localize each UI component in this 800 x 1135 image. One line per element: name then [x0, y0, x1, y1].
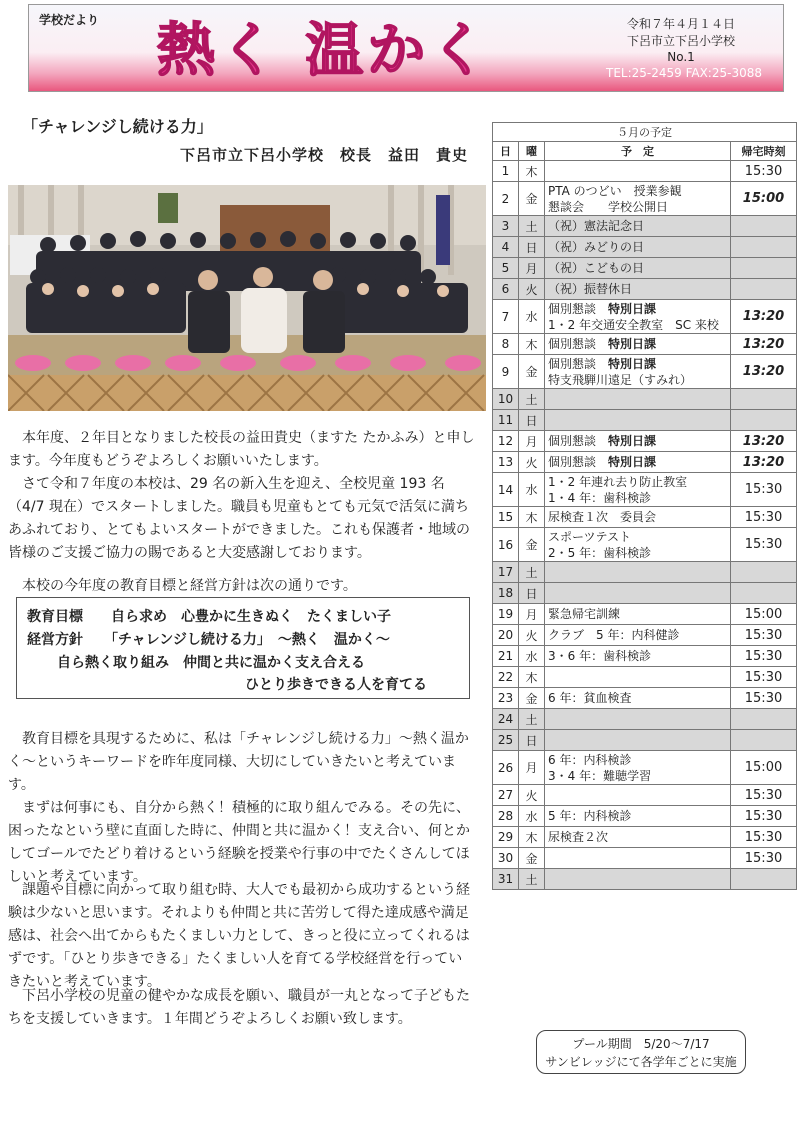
schedule-row	[493, 410, 797, 431]
weekday-cell: 月	[519, 604, 545, 625]
event-cell	[545, 389, 731, 410]
return-time-cell: 15:30	[731, 848, 797, 869]
event-cell	[545, 625, 731, 646]
return-time-cell: 15:30	[731, 667, 797, 688]
schedule-row	[493, 507, 797, 528]
event-line: （祝）振替休日	[548, 282, 633, 296]
management-policy: 経営方針 「チャレンジし続ける力」 ～熱く 温かく～	[27, 632, 390, 648]
day-cell: 4	[493, 237, 519, 258]
event-cell	[545, 507, 731, 528]
weekday-cell: 金	[519, 848, 545, 869]
day-cell: 12	[493, 431, 519, 452]
return-time-cell	[731, 869, 797, 890]
event-cell	[545, 300, 731, 334]
schedule-row	[493, 334, 797, 355]
schedule-row	[493, 452, 797, 473]
weekday-cell: 土	[519, 709, 545, 730]
event-line: 個別懇談 特別日課	[548, 301, 657, 316]
weekday-cell: 火	[519, 625, 545, 646]
weekday-cell: 木	[519, 161, 545, 182]
paragraph-intro: 本年度、２年目となりました校長の益田貴史（ますた たかふみ）と申します。今年度もどうぞよろしくお願いいたします。	[8, 430, 475, 469]
return-time-cell	[731, 216, 797, 237]
schedule-row	[493, 389, 797, 410]
day-cell: 2	[493, 182, 519, 216]
policy-line-4: ひとり歩きできる人を育てる	[245, 677, 427, 693]
return-time-cell: 13:20	[731, 431, 797, 452]
special-schedule-label: 特別日課	[608, 301, 657, 316]
event-line-2: 2・5 年：歯科検診	[548, 545, 652, 560]
schedule-row	[493, 869, 797, 890]
weekday-cell: 木	[519, 827, 545, 848]
weekday-cell: 木	[519, 667, 545, 688]
event-cell	[545, 355, 731, 389]
event-cell	[545, 604, 731, 625]
schedule-row	[493, 431, 797, 452]
schedule-row	[493, 751, 797, 785]
schedule-row	[493, 161, 797, 182]
schedule-row	[493, 258, 797, 279]
day-cell: 6	[493, 279, 519, 300]
event-line: クラブ 5 年：内科健診	[548, 628, 680, 642]
return-time-cell: 15:00	[731, 751, 797, 785]
event-line: 尿検査２次	[548, 830, 609, 844]
schedule-row	[493, 667, 797, 688]
schedule-row	[493, 848, 797, 869]
schedule-row	[493, 827, 797, 848]
weekday-cell: 月	[519, 751, 545, 785]
event-cell	[545, 334, 731, 355]
return-time-cell	[731, 562, 797, 583]
return-time-cell: 13:20	[731, 452, 797, 473]
weekday-cell: 金	[519, 688, 545, 709]
event-cell	[545, 473, 731, 507]
day-cell: 15	[493, 507, 519, 528]
event-cell	[545, 785, 731, 806]
return-time-cell: 15:00	[731, 604, 797, 625]
weekday-cell: 月	[519, 431, 545, 452]
weekday-cell: 水	[519, 473, 545, 507]
event-cell	[545, 410, 731, 431]
event-cell	[545, 237, 731, 258]
paragraph-challenge: まずは何事にも、自分から熱く！積極的に取り組んでみる。その先に、困ったなという壁に直面した時に、仲間と共に温かく！支え合い、何とかしてゴールでたどり着けるという経験を授業や行事の中でたくさんしてほしいと考えています。	[8, 800, 470, 885]
day-cell: 10	[493, 389, 519, 410]
event-cell	[545, 528, 731, 562]
schedule-row	[493, 583, 797, 604]
day-cell: 11	[493, 410, 519, 431]
weekday-cell: 土	[519, 389, 545, 410]
header-event: 予 定	[545, 142, 731, 161]
schedule-row	[493, 646, 797, 667]
day-cell: 27	[493, 785, 519, 806]
event-line-2: 1・4 年：歯科検診	[548, 490, 652, 505]
event-cell	[545, 182, 731, 216]
may-schedule	[492, 122, 796, 890]
weekday-cell: 月	[519, 258, 545, 279]
schedule-row	[493, 562, 797, 583]
event-cell	[545, 646, 731, 667]
schedule-row	[493, 709, 797, 730]
return-time-cell	[731, 730, 797, 751]
paragraph-enrollment: さて令和７年度の本校は、29 名の新入生を迎え、全校児童 193 名（4/7 現在）でスタートしました。職員も児童もとても元気で活気に満ちあふれており、とてもよいスタートができました。これも保護者・地域の皆様のご支援ご協力の賜であると大変感謝しております。	[8, 476, 470, 561]
schedule-row	[493, 182, 797, 216]
event-line: （祝）憲法記念日	[548, 219, 645, 233]
weekday-cell: 土	[519, 562, 545, 583]
day-cell: 24	[493, 709, 519, 730]
goals-box	[16, 597, 470, 699]
return-time-cell: 13:20	[731, 300, 797, 334]
schedule-row	[493, 625, 797, 646]
day-cell: 29	[493, 827, 519, 848]
group-photo	[8, 185, 486, 411]
pool-location: サンビレッジにて各学年ごとに実施	[545, 1055, 737, 1069]
schedule-row	[493, 237, 797, 258]
return-time-cell: 15:30	[731, 161, 797, 182]
event-cell	[545, 688, 731, 709]
day-cell: 7	[493, 300, 519, 334]
special-schedule-label: 特別日課	[608, 337, 657, 351]
schedule-row	[493, 216, 797, 237]
event-line: 3・6 年：歯科検診	[548, 649, 652, 663]
weekday-cell: 火	[519, 452, 545, 473]
pool-period: プール期間 5/20～7/17	[572, 1037, 710, 1051]
event-line: （祝）こどもの日	[548, 261, 645, 275]
paragraph-keyword: 教育目標を具現するために、私は「チャレンジし続ける力」～熱く温かく～というキーワードを昨年度同様、大切にしていきたいと考えています。	[8, 731, 469, 793]
weekday-cell: 金	[519, 182, 545, 216]
weekday-cell: 木	[519, 334, 545, 355]
event-line: 5 年：内科検診	[548, 809, 632, 823]
event-line-2: 懇談会 学校公開日	[548, 199, 669, 214]
day-cell: 1	[493, 161, 519, 182]
day-cell: 16	[493, 528, 519, 562]
return-time-cell: 13:20	[731, 334, 797, 355]
weekday-cell: 土	[519, 869, 545, 890]
return-time-cell	[731, 709, 797, 730]
policy-line-3: 自ら熱く取り組み 仲間と共に温かく支え合える	[57, 655, 365, 671]
issue-number: No.1	[667, 50, 695, 64]
schedule-row	[493, 785, 797, 806]
return-time-cell: 15:30	[731, 528, 797, 562]
day-cell: 22	[493, 667, 519, 688]
event-cell	[545, 751, 731, 785]
day-cell: 19	[493, 604, 519, 625]
article-byline: 下呂市立下呂小学校 校長 益田 貴史	[180, 146, 469, 164]
weekday-cell: 水	[519, 300, 545, 334]
schedule-row	[493, 806, 797, 827]
day-cell: 14	[493, 473, 519, 507]
event-line: 個別懇談 特別日課	[548, 434, 657, 448]
weekday-cell: 火	[519, 785, 545, 806]
return-time-cell: 15:30	[731, 806, 797, 827]
special-schedule-label: 特別日課	[608, 455, 657, 469]
schedule-row	[493, 279, 797, 300]
article-title: 「チャレンジし続ける力」	[22, 117, 213, 136]
event-line-2: 特支飛騨川遠足（すみれ）	[548, 372, 693, 387]
day-cell: 30	[493, 848, 519, 869]
return-time-cell	[731, 410, 797, 431]
event-cell	[545, 806, 731, 827]
weekday-cell: 水	[519, 806, 545, 827]
day-cell: 18	[493, 583, 519, 604]
weekday-cell: 日	[519, 730, 545, 751]
day-cell: 25	[493, 730, 519, 751]
issue-date: 令和７年４月１４日	[626, 17, 735, 31]
paragraph-closing: 下呂小学校の児童の健やかな成長を願い、職員が一丸となって子どもたちを支援していきます。１年間どうぞよろしくお願い致します。	[8, 988, 470, 1027]
day-cell: 31	[493, 869, 519, 890]
event-cell	[545, 161, 731, 182]
return-time-cell	[731, 583, 797, 604]
return-time-cell: 15:30	[731, 625, 797, 646]
school-name: 下呂市立下呂小学校	[626, 34, 735, 48]
return-time-cell: 15:30	[731, 646, 797, 667]
return-time-cell	[731, 258, 797, 279]
return-time-cell: 13:20	[731, 355, 797, 389]
weekday-cell: 日	[519, 237, 545, 258]
day-cell: 23	[493, 688, 519, 709]
day-cell: 13	[493, 452, 519, 473]
event-line: PTA のつどい 授業参観	[548, 183, 682, 198]
event-cell	[545, 258, 731, 279]
day-cell: 21	[493, 646, 519, 667]
event-line: スポーツテスト	[548, 529, 632, 544]
weekday-cell: 水	[519, 646, 545, 667]
event-line: 個別懇談 特別日課	[548, 356, 657, 371]
day-cell: 28	[493, 806, 519, 827]
weekday-cell: 火	[519, 279, 545, 300]
main-title: 熱く 温かく	[157, 16, 492, 84]
weekday-cell: 金	[519, 355, 545, 389]
event-cell	[545, 709, 731, 730]
return-time-cell: 15:30	[731, 785, 797, 806]
event-cell	[545, 562, 731, 583]
special-schedule-label: 特別日課	[608, 434, 657, 448]
event-cell	[545, 431, 731, 452]
event-cell	[545, 279, 731, 300]
event-line-2: 1・2 年交通安全教室 SC 来校	[548, 317, 719, 332]
event-line: 6 年：貧血検査	[548, 691, 632, 705]
return-time-cell: 15:30	[731, 473, 797, 507]
event-cell	[545, 583, 731, 604]
special-schedule-label: 特別日課	[608, 356, 657, 371]
return-time-cell: 15:30	[731, 827, 797, 848]
day-cell: 20	[493, 625, 519, 646]
return-time-cell: 15:00	[731, 182, 797, 216]
event-cell	[545, 730, 731, 751]
weekday-cell: 金	[519, 528, 545, 562]
schedule-title: ５月の予定	[493, 123, 797, 142]
day-cell: 5	[493, 258, 519, 279]
event-line: 緊急帰宅訓練	[548, 607, 621, 621]
event-line: 個別懇談 特別日課	[548, 337, 657, 351]
schedule-row	[493, 528, 797, 562]
schedule-row	[493, 355, 797, 389]
event-line: 個別懇談 特別日課	[548, 455, 657, 469]
return-time-cell: 15:30	[731, 688, 797, 709]
schedule-row	[493, 604, 797, 625]
weekday-cell: 日	[519, 583, 545, 604]
schedule-table	[492, 122, 797, 890]
event-line-2: 3・4 年：難聴学習	[548, 768, 652, 783]
contact-info: TEL:25-2459 FAX:25-3088	[605, 66, 762, 80]
event-cell	[545, 827, 731, 848]
header-weekday: 曜	[519, 142, 545, 161]
newsletter-header	[28, 4, 784, 92]
return-time-cell: 15:30	[731, 507, 797, 528]
event-cell	[545, 848, 731, 869]
header-day: 日	[493, 142, 519, 161]
event-cell	[545, 667, 731, 688]
day-cell: 8	[493, 334, 519, 355]
schedule-row	[493, 473, 797, 507]
newsletter-label: 学校だより	[39, 13, 100, 27]
day-cell: 26	[493, 751, 519, 785]
event-cell	[545, 452, 731, 473]
event-cell	[545, 216, 731, 237]
event-line: 1・2 年連れ去り防止教室	[548, 474, 688, 489]
schedule-row	[493, 730, 797, 751]
return-time-cell	[731, 389, 797, 410]
weekday-cell: 日	[519, 410, 545, 431]
event-line: 6 年：内科検診	[548, 752, 632, 767]
event-cell	[545, 869, 731, 890]
pool-note	[536, 1030, 746, 1074]
paragraph-goals-lead: 本校の今年度の教育目標と経営方針は次の通りです。	[22, 578, 357, 594]
education-goal: 教育目標 自ら求め 心豊かに生きぬく たくましい子	[27, 609, 391, 625]
return-time-cell	[731, 279, 797, 300]
return-time-cell	[731, 237, 797, 258]
weekday-cell: 木	[519, 507, 545, 528]
schedule-row	[493, 688, 797, 709]
day-cell: 17	[493, 562, 519, 583]
weekday-cell: 土	[519, 216, 545, 237]
day-cell: 9	[493, 355, 519, 389]
event-line: （祝）みどりの日	[548, 240, 645, 254]
day-cell: 3	[493, 216, 519, 237]
event-line: 尿検査１次 委員会	[548, 510, 657, 524]
header-return-time: 帰宅時刻	[731, 142, 797, 161]
paragraph-achievement: 課題や目標に向かって取り組む時、大人でも最初から成功するという経験は少ないと思います。それよりも仲間と共に苦労して得た達成感や満足感は、社会へ出てからもたくましい力として、きっと役に立ってくれるはずです。「ひとり歩きできる」たくましい人を育てる学校経営を行っていきたいと考えています。	[8, 882, 470, 990]
schedule-row	[493, 300, 797, 334]
